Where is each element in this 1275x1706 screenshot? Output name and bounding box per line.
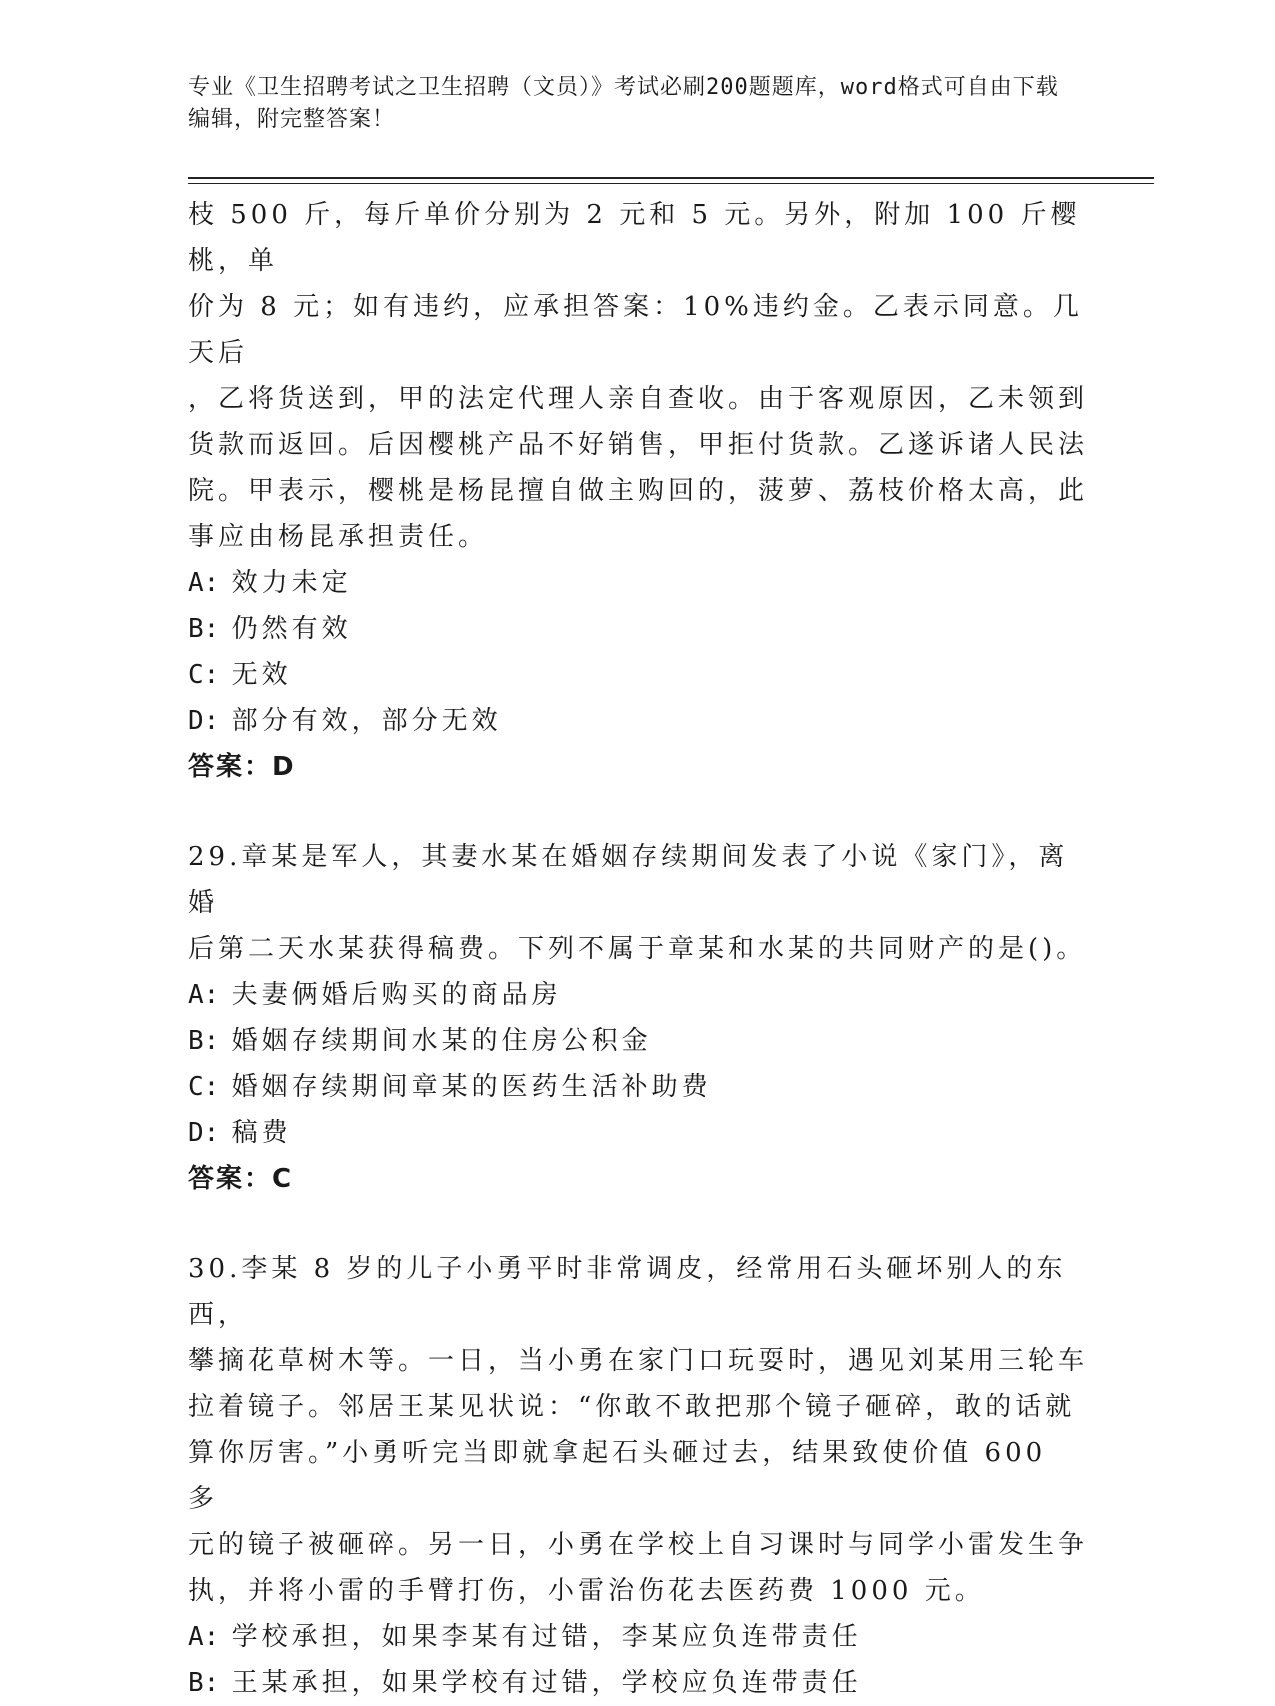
option-c xyxy=(188,652,1088,698)
question-content xyxy=(188,192,1088,1706)
option-text: 夫妻俩婚后购买的商品房 xyxy=(231,980,562,1010)
question-text-line: 拉着镜子。邻居王某见状说：“你敢不敢把那个镜子砸碎，敢的话就 xyxy=(188,1392,1076,1422)
question-text-line: ，乙将货送到，甲的法定代理人亲自查收。由于客观原因，乙未领到 xyxy=(188,384,1089,414)
question-text-line: 算你厉害。”小勇听完当即就拿起石头砸过去，结果致使价值 600 多 xyxy=(188,1438,1059,1514)
question-text-line: 货款而返回。后因樱桃产品不好销售，甲拒付货款。乙遂诉诸人民法 xyxy=(188,430,1089,460)
spacer xyxy=(188,1202,1088,1246)
option-key: A: xyxy=(188,1622,220,1652)
option-text: 学校承担，如果李某有过错，李某应负连带责任 xyxy=(231,1622,862,1652)
option-b xyxy=(188,1018,1088,1064)
option-key: D: xyxy=(188,1118,220,1148)
option-text: 婚姻存续期间水某的住房公积金 xyxy=(231,1026,652,1056)
question-29 xyxy=(188,834,1088,1202)
answer-label: 答案：C xyxy=(188,1164,294,1194)
option-key: B: xyxy=(188,1026,220,1056)
option-text: 婚姻存续期间章某的医药生活补助费 xyxy=(231,1072,712,1102)
question-text-line: 枝 500 斤，每斤单价分别为 2 元和 5 元。另外，附加 100 斤樱桃，单 xyxy=(188,200,1081,276)
option-key: B: xyxy=(188,614,220,644)
option-text: 效力未定 xyxy=(231,568,352,598)
option-text: 稿费 xyxy=(231,1118,292,1148)
page-header: 专业《卫生招聘考试之卫生招聘（文员）》考试必刷200题题库，word格式可自由下载编辑，附完整答案！ xyxy=(188,75,1059,132)
question-text-line: 攀摘花草树木等。一日，当小勇在家门口玩耍时，遇见刘某用三轮车 xyxy=(188,1346,1089,1376)
option-key: D: xyxy=(188,706,220,736)
question-text-line: 价为 8 元；如有违约，应承担答案：10%违约金。乙表示同意。几天后 xyxy=(188,292,1083,368)
question-text-line: 事应由杨昆承担责任。 xyxy=(188,522,489,552)
option-d xyxy=(188,1110,1088,1156)
question-28 xyxy=(188,192,1088,790)
option-key: A: xyxy=(188,568,220,598)
answer-label: 答案：D xyxy=(188,752,296,782)
question-text-line: 执，并将小雷的手臂打伤，小雷治伤花去医药费 1000 元。 xyxy=(188,1576,985,1606)
option-key: A: xyxy=(188,980,220,1010)
option-b xyxy=(188,606,1088,652)
question-30 xyxy=(188,1246,1088,1706)
option-text: 仍然有效 xyxy=(231,614,352,644)
option-a xyxy=(188,972,1088,1018)
spacer xyxy=(188,790,1088,834)
option-key: C: xyxy=(188,660,220,690)
option-key: B: xyxy=(188,1668,220,1698)
question-text-line: 29.章某是军人，其妻水某在婚姻存续期间发表了小说《家门》，离婚 xyxy=(188,842,1069,918)
option-text: 王某承担，如果学校有过错，学校应负连带责任 xyxy=(231,1668,862,1698)
option-d xyxy=(188,698,1088,744)
question-text-line: 后第二天水某获得稿费。下列不属于章某和水某的共同财产的是()。 xyxy=(188,934,1087,964)
header-divider-thick xyxy=(188,177,1154,179)
option-key: C: xyxy=(188,1072,220,1102)
header-divider-thin xyxy=(188,183,1154,184)
option-text: 部分有效，部分无效 xyxy=(231,706,502,736)
option-b xyxy=(188,1660,1088,1706)
option-c xyxy=(188,1064,1088,1110)
option-a xyxy=(188,1614,1088,1660)
option-text: 无效 xyxy=(231,660,292,690)
question-text-line: 30.李某 8 岁的儿子小勇平时非常调皮，经常用石头砸坏别人的东西， xyxy=(188,1254,1067,1330)
option-a xyxy=(188,560,1088,606)
question-text-line: 元的镜子被砸碎。另一日，小勇在学校上自习课时与同学小雷发生争 xyxy=(188,1530,1089,1560)
question-text-line: 院。甲表示，樱桃是杨昆擅自做主购回的，菠萝、荔枝价格太高，此 xyxy=(188,476,1089,506)
